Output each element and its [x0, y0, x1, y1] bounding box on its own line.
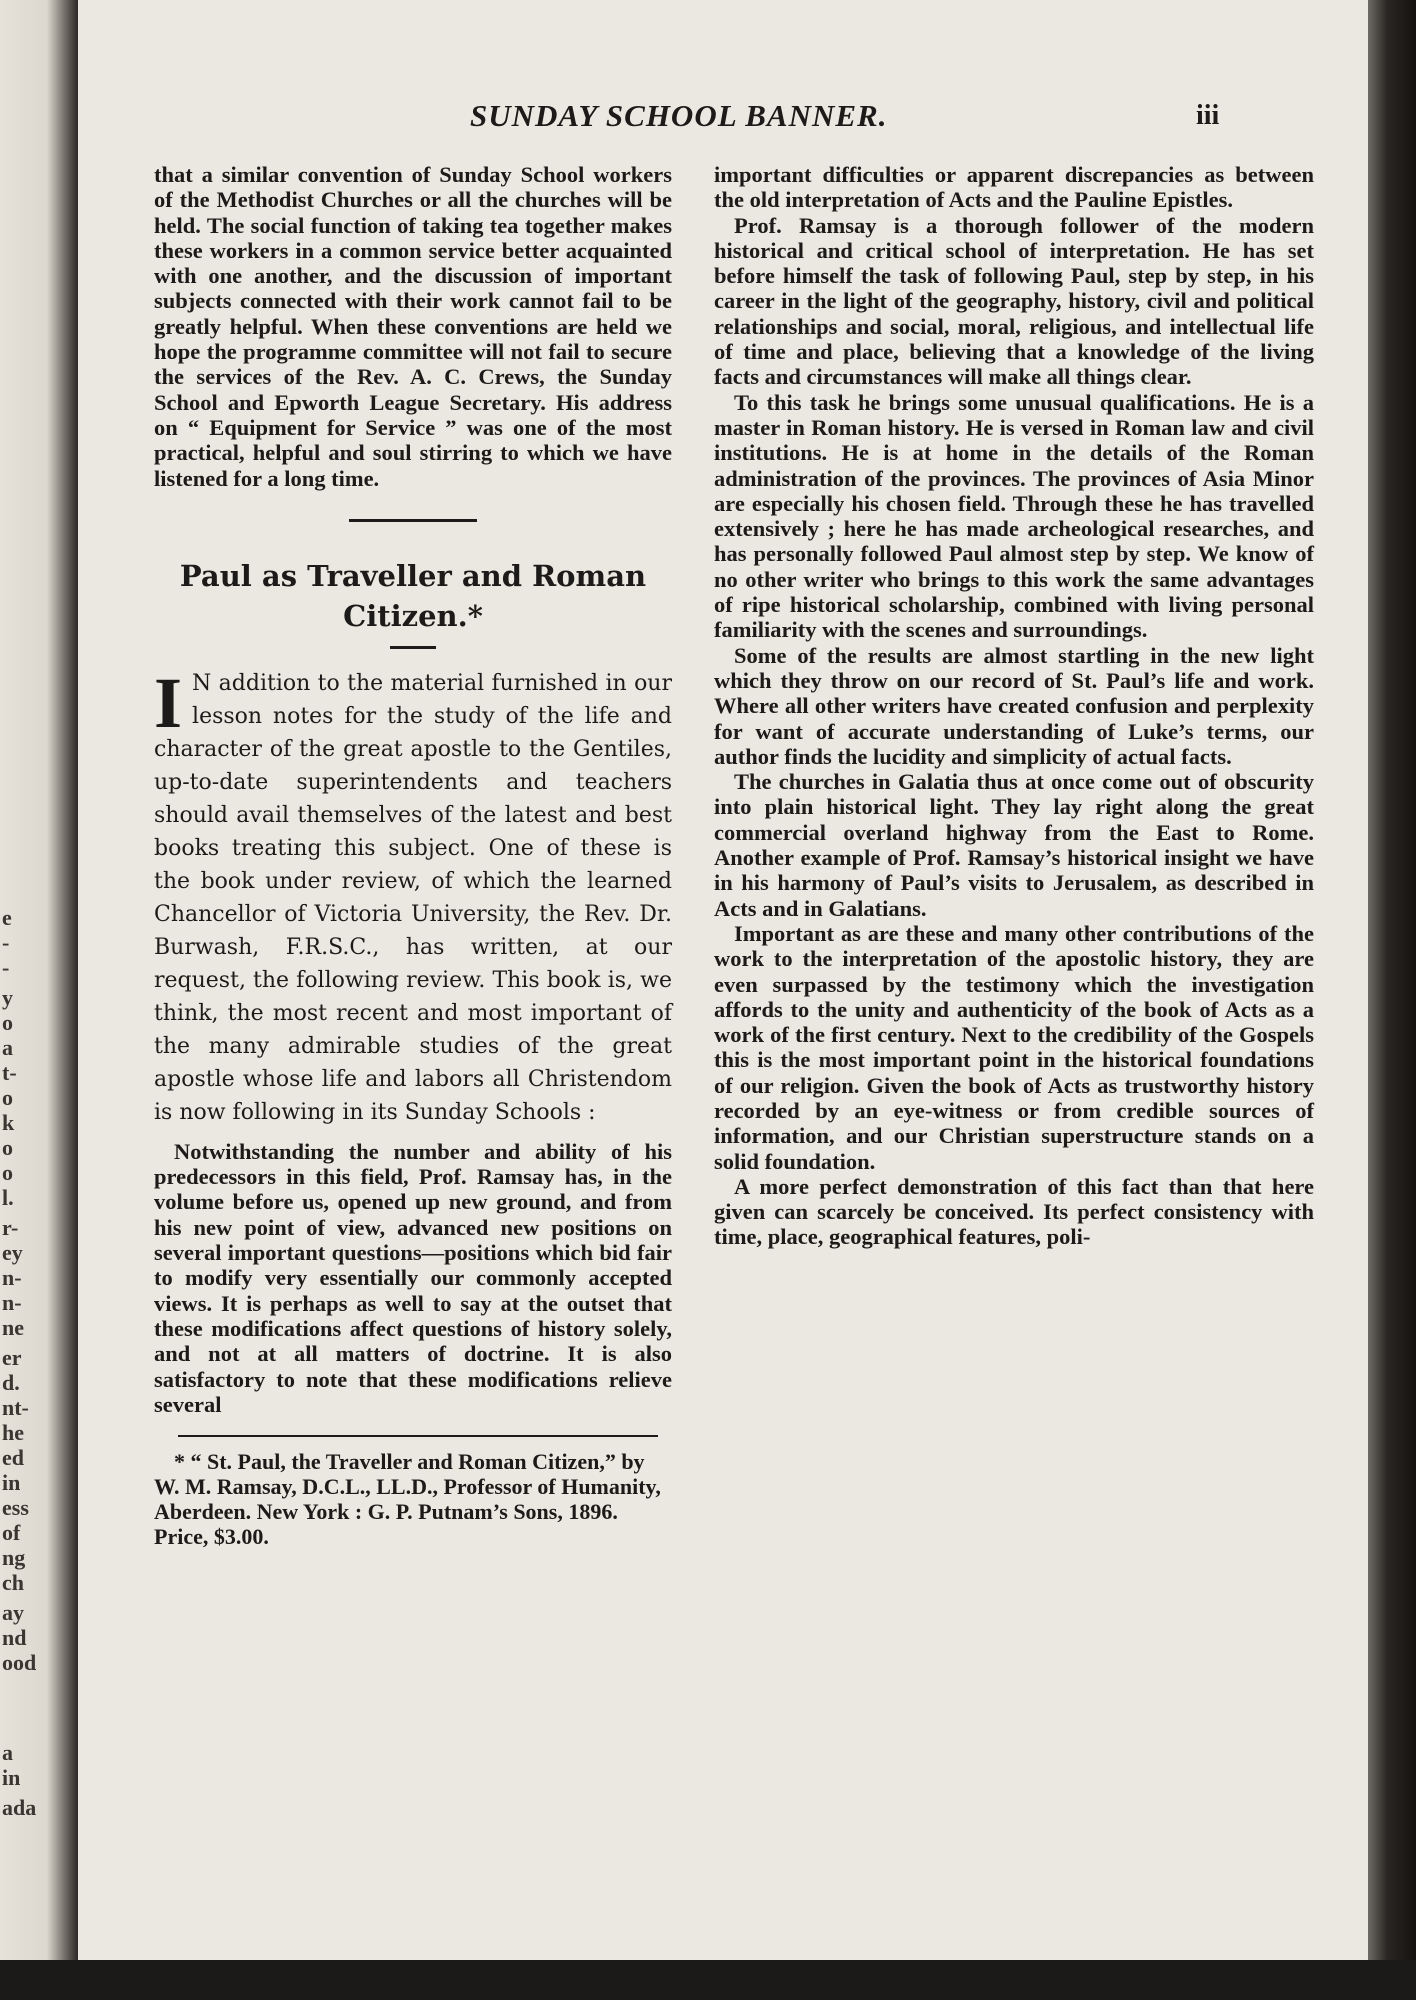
scan-bottom-edge — [0, 1960, 1416, 2000]
edge-fragment: o — [2, 1010, 13, 1035]
edge-fragment: ne — [2, 1315, 24, 1340]
edge-fragment: r- — [2, 1215, 19, 1240]
edge-fragment: ess — [2, 1495, 29, 1520]
right-column — [714, 162, 1314, 1250]
paragraph-ramsay-school: Prof. Ramsay is a thorough follower of the modern historical and critical school of interpretation. He has set before himself the task of following Paul, step by step, in his career in the light of the geography, history, civil and political relationships and social, moral, religious, and intellectual life of time and place, believing that a knowledge of the living facts and circumstances will make all things clear. — [714, 212, 1314, 390]
intro-text: N addition to the material furnished in our lesson notes for the study of the life and character of the great apostle to the Gentiles, up-to-date superintendents and teachers should avail themselves of the latest and best books treating this subject. One of these is the book under review, of which the learned Chancellor of Victoria University, the Rev. Dr. Burwash, F.R.S.C., has written, at our request, the following review. This book is, we think, the most recent and most important of the many admirable studies of the great apostle whose life and labors all Christendom is now following in its Sunday Schools : — [154, 670, 672, 1125]
page-number: iii — [1196, 100, 1220, 131]
edge-fragment: he — [2, 1420, 24, 1445]
title-rule — [390, 646, 436, 649]
edge-fragment: in — [2, 1765, 21, 1790]
article-title-line2: Citizen.* — [343, 598, 483, 633]
paragraph-acts-authenticity: Important as are these and many other contributions of the work to the interpretation of the apostolic history, they are even surpassed by the testimony which the investigation affords to the unity and authenticity of the book of Acts as a work of the first century. Next to the credibility of the Gospels this is the most important point in the historical foundations of our religion. Given the book of Acts as trustworthy history recorded by an eye-witness or from credible sources of information, and our Christian superstructure stands on a solid foundation. — [714, 920, 1314, 1174]
edge-fragment: d. — [2, 1370, 20, 1395]
left-column — [154, 162, 672, 1549]
edge-fragment: ch — [2, 1570, 24, 1595]
book-binding — [1368, 0, 1416, 2000]
edge-fragment: ada — [2, 1795, 37, 1820]
edge-fragment: a — [2, 1035, 13, 1060]
paragraph-continued: important difficulties or apparent discrepancies as between the old interpretation of Acts and the Pauline Epistles. — [714, 162, 1314, 213]
edge-fragment: - — [2, 930, 10, 955]
edge-fragment: nt- — [2, 1395, 29, 1420]
running-head: SUNDAY SCHOOL BANNER. — [470, 98, 888, 133]
section-divider — [349, 519, 477, 522]
paragraph-qualifications: To this task he brings some unusual qualifications. He is a master in Roman history. He is versed in Roman law and civil institutions. He is at home in the details of the Roman administration of the provinces. The provinces of Asia Minor are especially his chosen field. Through these he has travelled extensively ; here he has made archeological researches, and has personally followed Paul almost step by step. We know of no other writer who brings to this work the same advantages of ripe historical scholarship, combined with living personal familiarity with the scenes and surroundings. — [714, 389, 1314, 643]
edge-fragment: ey — [2, 1240, 23, 1265]
footnote-rule — [178, 1435, 658, 1437]
drop-cap: I — [154, 662, 183, 743]
edge-fragment: in — [2, 1470, 21, 1495]
footnote: * “ St. Paul, the Traveller and Roman Citizen,” by W. M. Ramsay, D.C.L., LL.D., Professor of Humanity, Aberdeen. New York : G. P. Putnam’s Sons, 1896. Price, $3.00. — [154, 1449, 661, 1550]
book-page — [78, 0, 1368, 1960]
edge-fragment: ng — [2, 1545, 26, 1570]
paragraph-predecessors: Notwithstanding the number and ability of his predecessors in this field, Prof. Ramsay has, in the volume before us, opened up new ground, and from his new point of view, advanced new positions on several important questions—positions which bid fair to modify very essentially our commonly accepted views. It is perhaps as well to say at the outset that these modifications affect questions of history solely, and not at all matters of doctrine. It is also satisfactory to note that these modifications relieve several — [154, 1138, 672, 1417]
edge-fragment: - — [2, 955, 10, 980]
edge-fragment: of — [2, 1520, 21, 1545]
edge-fragment: o — [2, 1135, 13, 1160]
edge-fragment: ay — [2, 1600, 24, 1625]
article-title — [154, 556, 672, 636]
paragraph-demonstration: A more perfect demonstration of this fact than that here given can scarcely be conceived. Its perfect consistency with time, place, geographical features, poli- — [714, 1173, 1314, 1250]
article-title-line1: Paul as Traveller and Roman — [179, 558, 647, 593]
edge-fragment: n- — [2, 1290, 22, 1315]
paragraph-results: Some of the results are almost startling in the new light which they throw on our record of St. Paul’s life and work. Where all other writers have created confusion and perplexity for want of accurate understanding of Luke’s terms, our author finds the lucidity and simplicity of actual facts. — [714, 642, 1314, 769]
edge-fragment: ood — [2, 1650, 37, 1675]
edge-fragment: a — [2, 1740, 13, 1765]
edge-fragment: t- — [2, 1060, 17, 1085]
intro-paragraph — [154, 662, 672, 1129]
edge-fragment: ed — [2, 1445, 24, 1470]
edge-fragment: nd — [2, 1625, 27, 1650]
edge-fragment: n- — [2, 1265, 22, 1290]
edge-fragment: o — [2, 1085, 13, 1110]
edge-fragment: l. — [2, 1185, 14, 1210]
adjacent-page-edge — [0, 0, 78, 2000]
paragraph-convention: that a similar convention of Sunday School workers of the Methodist Churches or all the churches will be held. The social function of taking tea together makes these workers in a common service better acquainted with one another, and the discussion of important subjects connected with their work cannot fail to be greatly helpful. When these conventions are held we hope the programme committee will not fail to secure the services of the Rev. A. C. Crews, the Sunday School and Epworth League Secretary. His address on “ Equipment for Service ” was one of the most practical, helpful and soul stirring to which we have listened for a long time. — [154, 162, 672, 491]
edge-fragment: o — [2, 1160, 13, 1185]
edge-fragment: y — [2, 985, 13, 1010]
edge-fragment: k — [2, 1110, 15, 1135]
paragraph-galatia: The churches in Galatia thus at once come out of obscurity into plain historical light. They lay right along the great commercial overland highway from the East to Rome. Another example of Prof. Ramsay’s historical insight we have in his harmony of Paul’s visits to Jerusalem, as described in Acts and in Galatians. — [714, 769, 1314, 921]
edge-fragment: e — [2, 905, 12, 930]
edge-fragment: er — [2, 1345, 22, 1370]
